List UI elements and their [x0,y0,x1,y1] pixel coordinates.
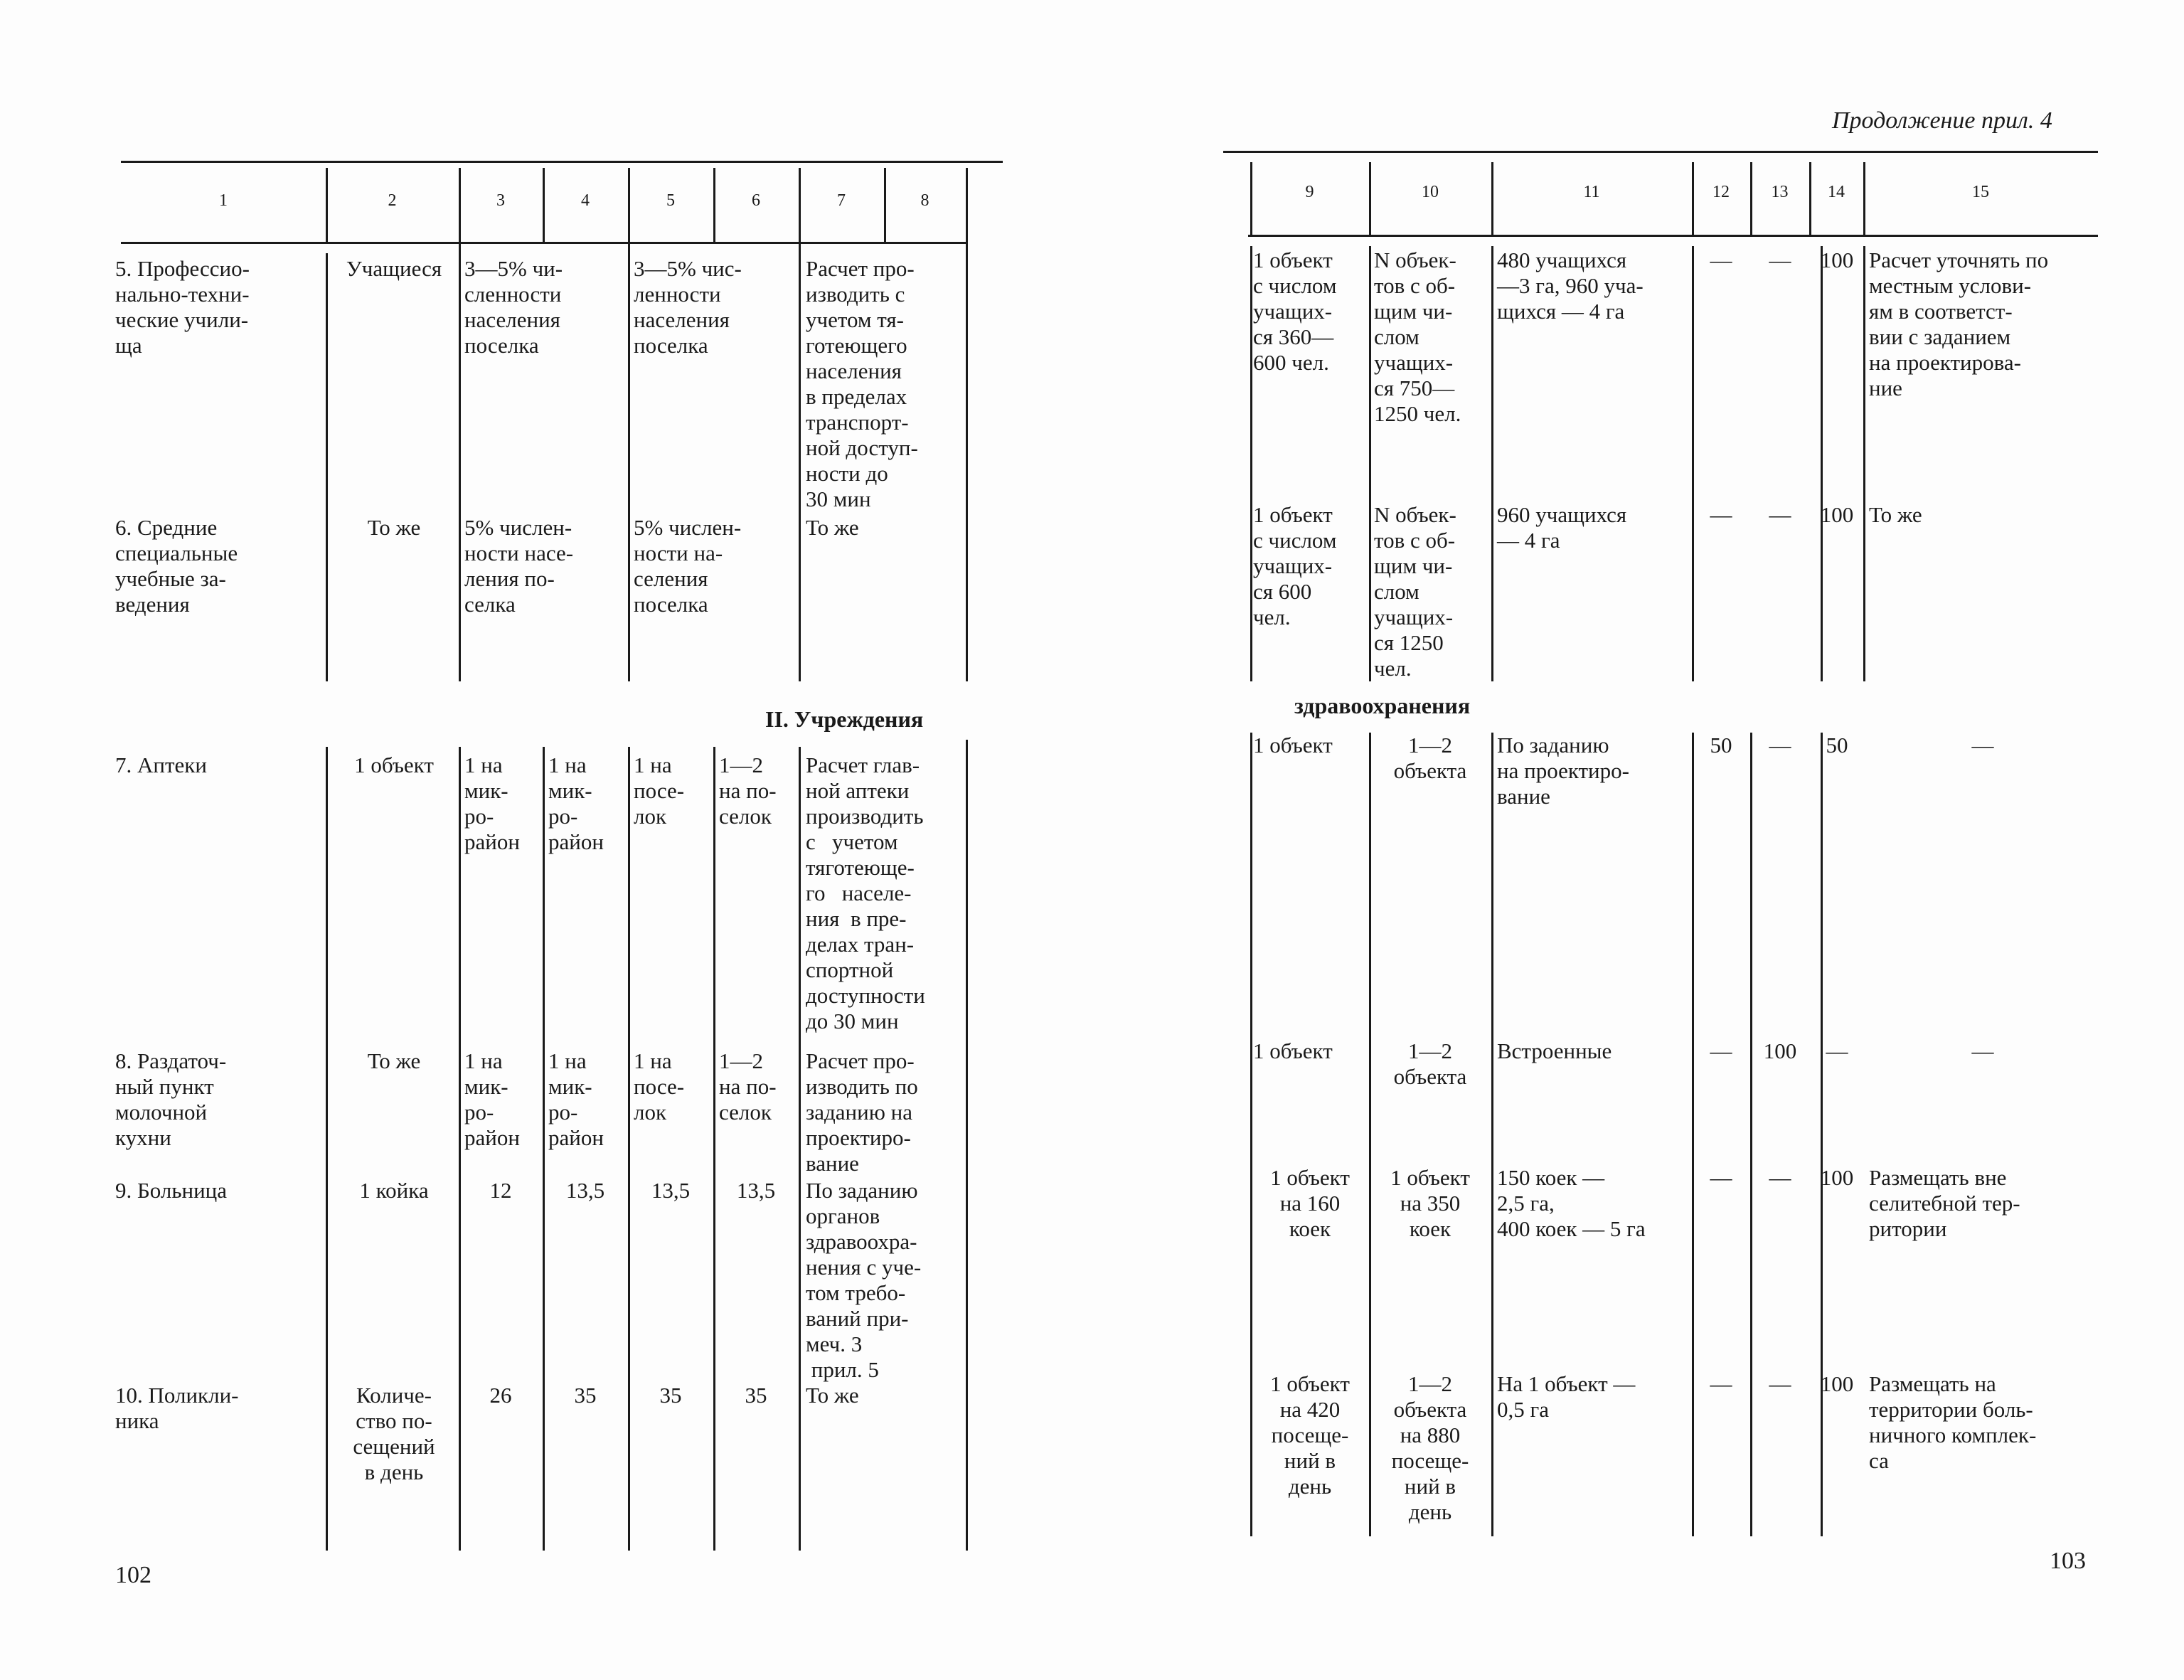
cell: N объек- тов с об- щим чи- слом учащих- ся 750— 1250 чел. [1374,248,1461,426]
cell: 1 объект с числом учащих- ся 600 чел. [1253,502,1337,629]
cell: 1—2 на по- селок [719,753,777,829]
row-name: 10. Поликли- ника [115,1383,239,1433]
cell: 35 [745,1383,767,1408]
cell: 1—2 на по- селок [719,1048,777,1125]
cell: 1 объект с числом учащих- ся 360— 600 чел. [1253,248,1337,375]
right-header-rule [1248,235,2098,237]
cell: — [1710,1038,1732,1063]
cell: — [1769,502,1791,527]
row-name: 6. Средние специальные учебные за- ведения [115,515,238,617]
cell: 1 на мик- ро- район [548,1048,604,1150]
cell: 1 на мик- ро- район [548,753,604,854]
cell: По заданию на проектиро- вание [1497,733,1629,809]
col-header-9: 9 [1305,183,1314,201]
cell: 50 [1826,733,1848,757]
cell: 1 на посе- лок [634,1048,685,1125]
cell: 26 [489,1383,512,1408]
cell: — [1710,502,1732,527]
cell: 1 объект [1253,1038,1333,1063]
section-heading-part1: II. Учреждения [765,706,924,732]
cell: 35 [659,1383,682,1408]
row-name: 9. Больница [115,1178,228,1203]
cell: 480 учащихся —3 га, 960 уча- щихся — 4 га [1497,248,1644,324]
cell: 150 коек — 2,5 га, 400 коек — 5 га [1497,1165,1646,1241]
cell: 3—5% чи- сленности населения поселка [464,256,563,358]
cell: 3—5% чис- ленности населения поселка [634,256,742,358]
row-name: 7. Аптеки [115,753,207,777]
cell: 1 на мик- ро- район [464,1048,520,1150]
right-top-rule [1223,151,2098,153]
cell: Размещать вне селитебной тер- ритории [1869,1165,2020,1241]
col-header-2: 2 [388,191,397,210]
cell: — [1769,1165,1791,1190]
col-header-8: 8 [920,191,929,210]
col-header-1: 1 [219,191,228,210]
cell: Встроенные [1497,1038,1612,1063]
cell: 13,5 [651,1178,691,1203]
row-name: 8. Раздаточ- ный пункт молочной кухни [115,1048,227,1150]
cell: 100 [1820,502,1854,527]
cell: — [1710,1371,1732,1396]
left-header-rule [121,242,967,244]
col-header-5: 5 [666,191,675,210]
cell: Размещать на территории боль- ничного комплек- са [1869,1371,2037,1473]
cell: То же [806,515,859,540]
page-number: 102 [115,1562,151,1588]
cell: 100 [1820,1371,1854,1396]
cell: 1 на мик- ро- район [464,753,520,854]
continuation-title: Продолжение прил. 4 [1832,107,2052,134]
cell: 1—2 объекта на 880 посеще- ний в день [1391,1371,1469,1524]
cell: — [1769,733,1791,757]
col-header-10: 10 [1422,183,1439,201]
cell: Расчет про- изводить по заданию на проектиро- вание [806,1048,918,1176]
cell: 1—2 объекта [1393,1038,1467,1089]
cell: Учащиеся [346,256,442,281]
cell: 5% числен- ности насе- ления по- селка [464,515,574,617]
col-header-15: 15 [1972,183,1989,201]
cell: 1 объект [1253,733,1333,757]
cell: 50 [1710,733,1732,757]
cell: — [1971,733,1994,757]
row-name: 5. Профессио- нально-техни- ческие учили- ща [115,256,250,358]
col-header-4: 4 [581,191,590,210]
cell: N объек- тов с об- щим чи- слом учащих- ся 1250 чел. [1374,502,1456,681]
cell: — [1826,1038,1848,1063]
section-heading-part2: здравоохранения [1294,693,1471,718]
cell: 13,5 [736,1178,776,1203]
cell: 1 объект [354,753,434,777]
cell: То же [1869,502,1922,527]
cell: На 1 объект — 0,5 га [1497,1371,1636,1422]
cell: 5% числен- ности на- селения поселка [634,515,742,617]
cell: — [1769,248,1791,272]
cell: 13,5 [565,1178,605,1203]
cell: 1 объект на 420 посеще- ний в день [1270,1371,1350,1499]
cell: 960 учащихся — 4 га [1497,502,1627,553]
cell: Количе- ство по- сещений в день [353,1383,435,1484]
cell: То же [806,1383,859,1408]
cell: 1 на посе- лок [634,753,685,829]
cell: 100 [1820,1165,1854,1190]
col-header-6: 6 [752,191,760,210]
cell: Расчет про- изводить с учетом тя- готеющего населения в пределах транспорт- ной доступ- ности до 30 мин [806,256,918,511]
cell: То же [367,1048,421,1073]
page-number: 103 [2050,1548,2086,1574]
cell: 1 объект на 350 коек [1390,1165,1470,1241]
cell: — [1710,248,1732,272]
col-header-3: 3 [496,191,505,210]
cell: По заданию органов здравоохра- нения с уче- том требо- ваний при- меч. 3 прил. 5 [806,1178,922,1382]
cell: Расчет глав- ной аптеки производить с учетом тяготеюще- го населе- ния в пре- делах тран- спортной доступности до 30 мин [806,753,925,1033]
cell: 12 [489,1178,512,1203]
col-header-12: 12 [1712,183,1730,201]
left-top-rule [121,161,1003,163]
cell: — [1971,1038,1994,1063]
cell: 1 койка [359,1178,429,1203]
col-header-11: 11 [1583,183,1600,201]
cell: 100 [1820,248,1854,272]
cell: Расчет уточнять по местным услови- ям в соответст- вии с заданием на проектирова- ние [1869,248,2049,400]
cell: — [1769,1371,1791,1396]
cell: — [1710,1165,1732,1190]
cell: 100 [1763,1038,1797,1063]
cell: 1 объект на 160 коек [1270,1165,1350,1241]
col-header-7: 7 [837,191,846,210]
col-header-13: 13 [1771,183,1789,201]
cell: 35 [574,1383,597,1408]
col-header-14: 14 [1828,183,1845,201]
cell: То же [367,515,421,540]
cell: 1—2 объекта [1393,733,1467,783]
